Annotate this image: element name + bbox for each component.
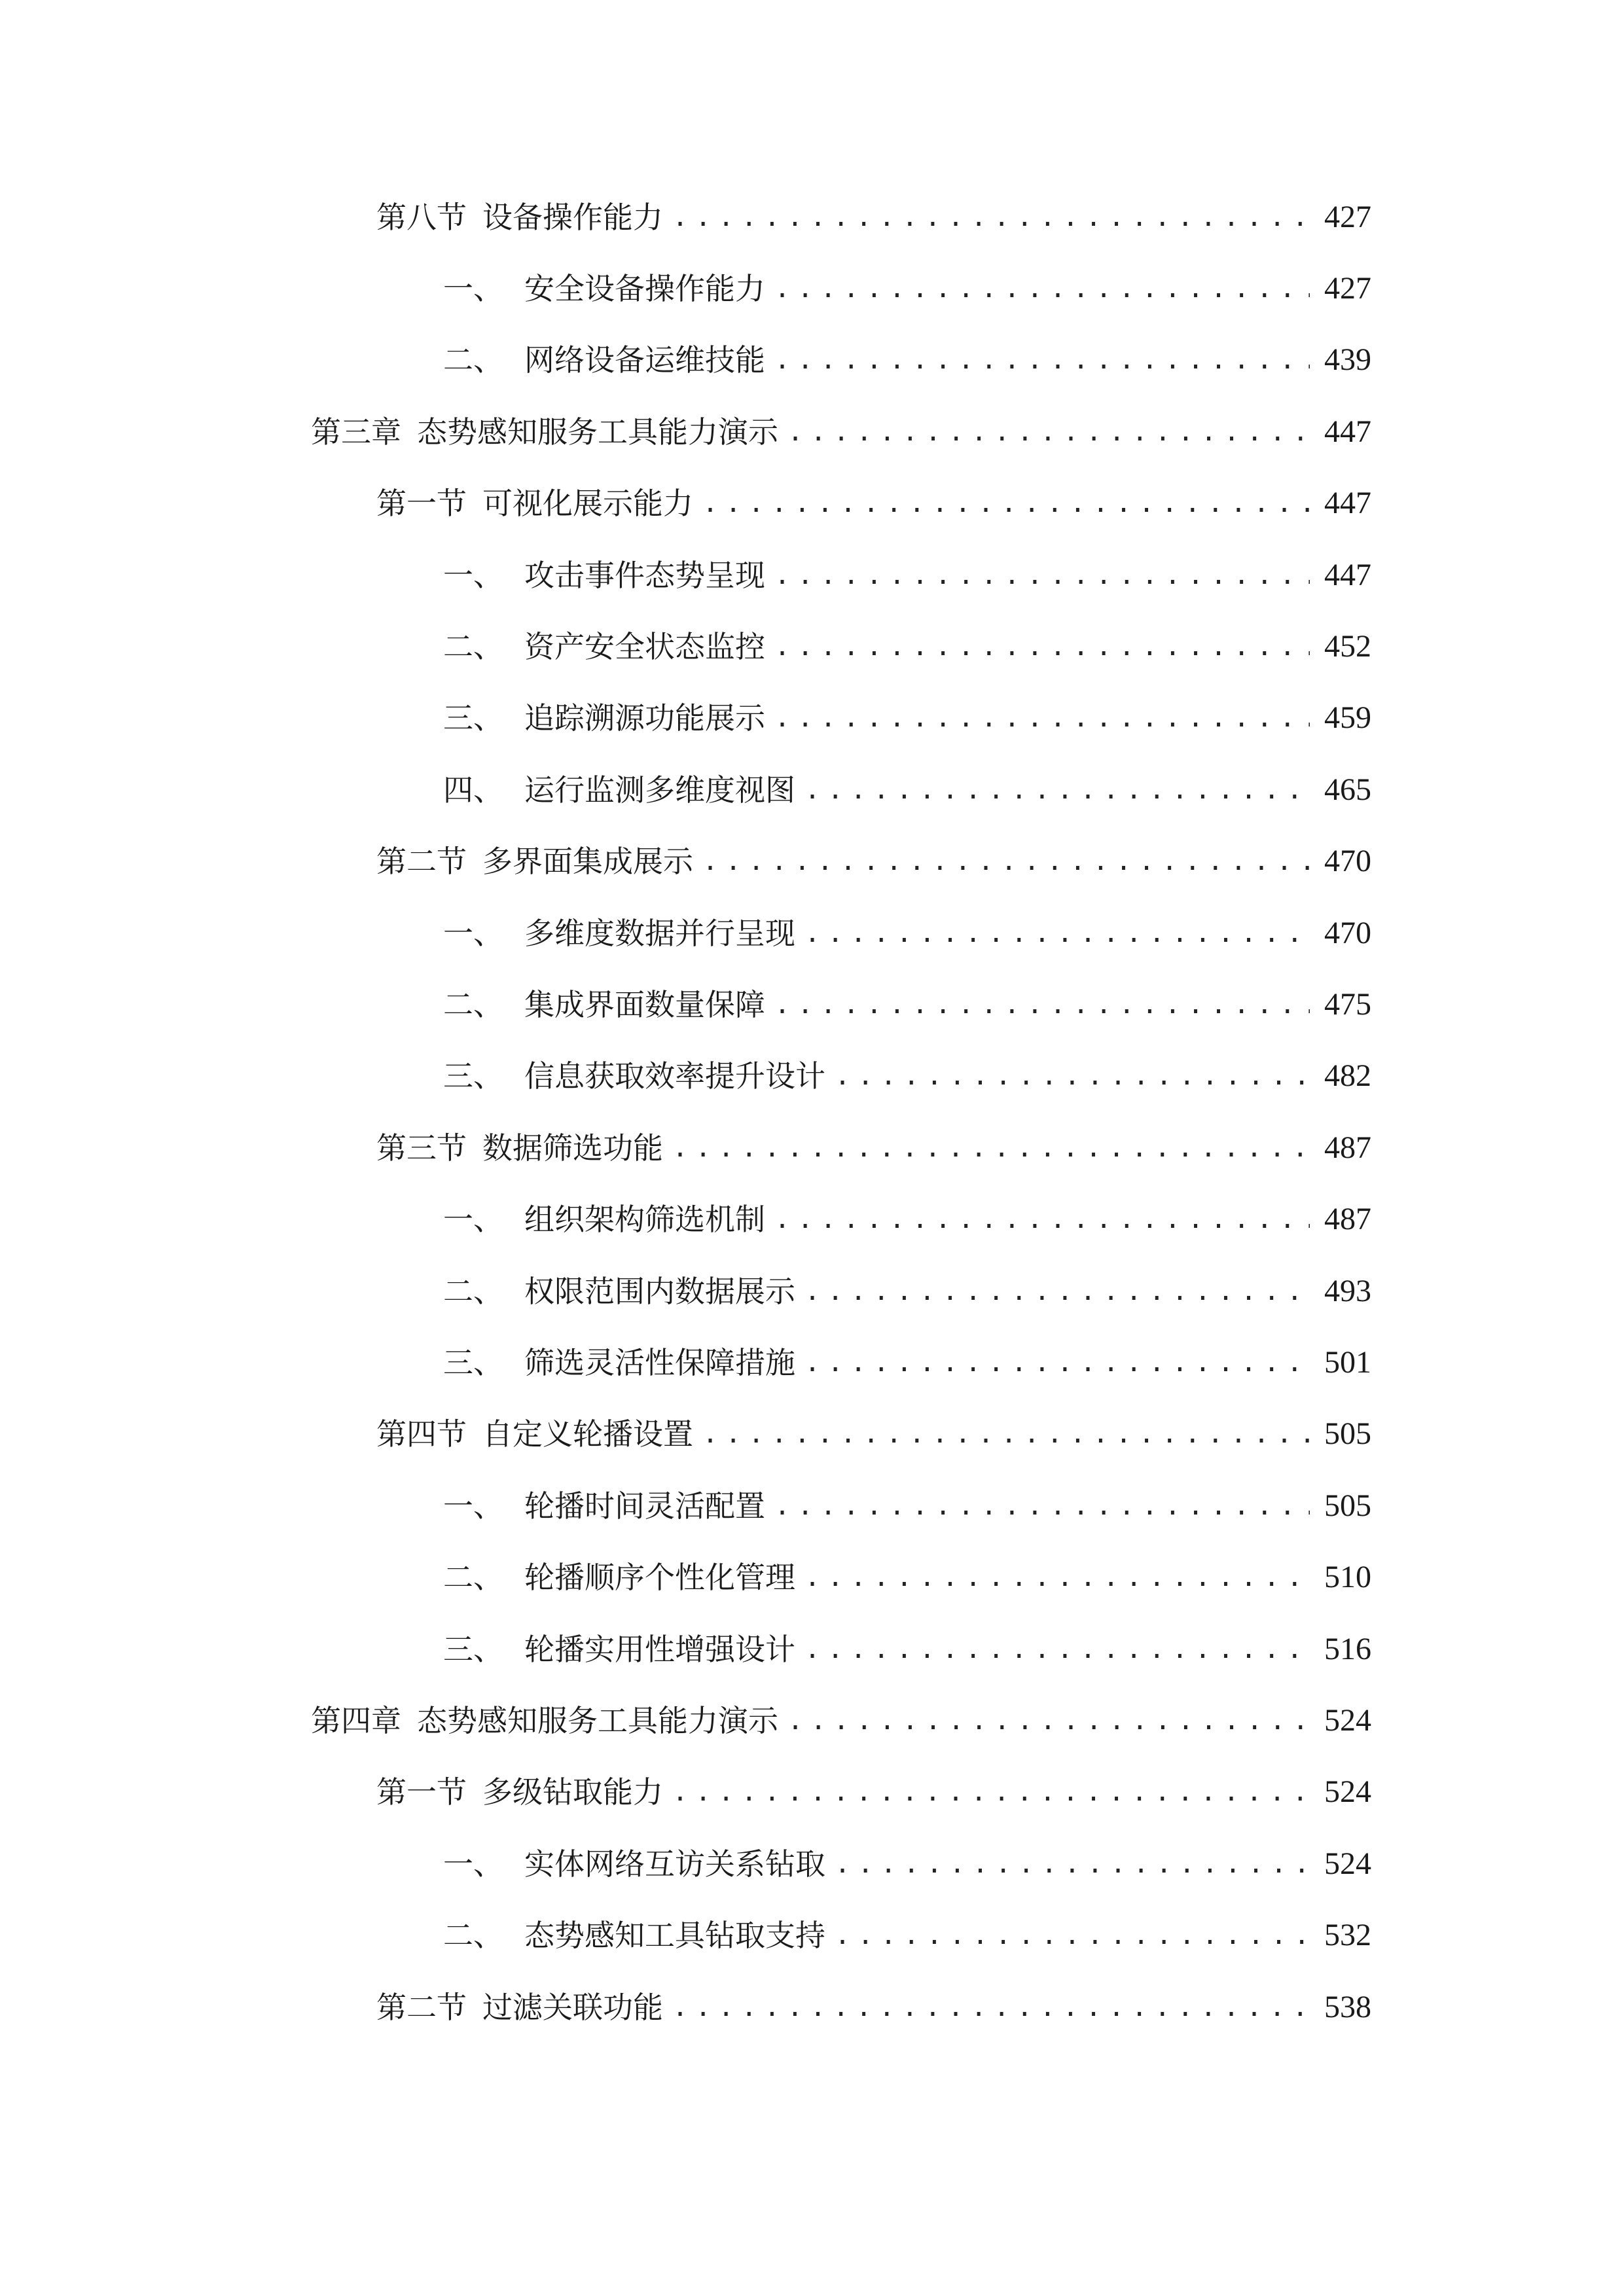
toc-entry[interactable] — [443, 620, 1371, 673]
toc-dot-leader — [787, 1695, 1310, 1747]
toc-entry-title: 多级钻取能力 — [482, 1774, 663, 1810]
toc-entry-title: 可视化展示能力 — [482, 486, 693, 521]
toc-entry-page: 532 — [1324, 1918, 1371, 1952]
toc-entry[interactable] — [443, 549, 1371, 601]
toc-entry-page: 524 — [1324, 1774, 1371, 1809]
toc-entry-label: 二、 — [443, 1560, 503, 1595]
toc-entry-page: 439 — [1324, 342, 1371, 377]
toc-entry-title: 资产安全状态监控 — [524, 629, 765, 664]
toc-entry-title: 自定义轮播设置 — [482, 1416, 693, 1452]
toc-dot-leader — [672, 1981, 1310, 2034]
toc-entry-title: 态势感知服务工具能力演示 — [417, 1703, 778, 1738]
toc-dot-leader — [835, 1909, 1310, 1962]
toc-entry-title: 过滤关联功能 — [482, 1990, 663, 2025]
toc-entry-title: 网络设备运维技能 — [524, 342, 765, 378]
toc-dot-leader — [672, 191, 1310, 243]
toc-entry-title: 设备操作能力 — [482, 200, 663, 235]
toc-dot-leader — [804, 907, 1310, 960]
toc-entry[interactable] — [443, 764, 1371, 816]
toc-entry[interactable] — [443, 692, 1371, 744]
toc-entry[interactable] — [443, 334, 1371, 386]
toc-entry-title: 多维度数据并行呈现 — [524, 916, 795, 951]
toc-dot-leader — [774, 549, 1310, 601]
toc-dot-leader — [774, 978, 1310, 1031]
toc-entry-title: 权限范围内数据展示 — [524, 1274, 795, 1309]
toc-entry-title: 集成界面数量保障 — [524, 987, 765, 1022]
toc-entry-page: 516 — [1324, 1632, 1371, 1666]
toc-entry-page: 452 — [1324, 629, 1371, 664]
toc-entry-label: 第三节 — [376, 1130, 467, 1166]
toc-entry-label: 第四章 — [311, 1703, 401, 1738]
toc-entry-page: 447 — [1324, 486, 1371, 520]
toc-entry-label: 第一节 — [376, 486, 467, 521]
toc-entry[interactable] — [376, 477, 1371, 529]
toc-entry[interactable] — [443, 1623, 1371, 1676]
toc-entry-label: 三、 — [443, 1632, 503, 1667]
toc-entry[interactable] — [376, 1766, 1371, 1818]
toc-entry-title: 态势感知工具钻取支持 — [524, 1918, 825, 1953]
toc-entry-page: 493 — [1324, 1274, 1371, 1308]
toc-entry[interactable] — [376, 1981, 1371, 2034]
toc-entry[interactable] — [443, 1551, 1371, 1604]
toc-entry-title: 运行监测多维度视图 — [524, 772, 795, 808]
toc-entry-title: 数据筛选功能 — [482, 1130, 663, 1166]
toc-entry-label: 二、 — [443, 987, 503, 1022]
toc-entry-page: 482 — [1324, 1058, 1371, 1093]
toc-entry-label: 一、 — [443, 916, 503, 951]
toc-entry[interactable] — [443, 1480, 1371, 1532]
toc-entry[interactable] — [376, 1122, 1371, 1174]
toc-entry-label: 一、 — [443, 271, 503, 306]
toc-entry-title: 筛选灵活性保障措施 — [524, 1345, 795, 1380]
toc-entry-page: 465 — [1324, 772, 1371, 807]
toc-entry-title: 轮播时间灵活配置 — [524, 1488, 765, 1524]
toc-entry-label: 第一节 — [376, 1774, 467, 1810]
toc-dot-leader — [804, 1265, 1310, 1318]
toc-entry-page: 505 — [1324, 1416, 1371, 1451]
toc-entry[interactable] — [443, 262, 1371, 315]
toc-dot-leader — [774, 1480, 1310, 1532]
toc-entry[interactable] — [311, 1695, 1371, 1747]
toc-entry-label: 一、 — [443, 1202, 503, 1237]
toc-entry-label: 第八节 — [376, 200, 467, 235]
toc-dot-leader — [774, 334, 1310, 386]
toc-dot-leader — [835, 1838, 1310, 1890]
toc-entry-label: 一、 — [443, 1488, 503, 1524]
toc-dot-leader — [672, 1766, 1310, 1818]
toc-entry-page: 487 — [1324, 1130, 1371, 1165]
toc-entry[interactable] — [311, 406, 1371, 458]
toc-entry-page: 447 — [1324, 414, 1371, 449]
toc-entry-label: 二、 — [443, 629, 503, 664]
toc-entry-title: 轮播顺序个性化管理 — [524, 1560, 795, 1595]
toc-entry-page: 470 — [1324, 844, 1371, 878]
toc-entry-label: 第三章 — [311, 414, 401, 450]
toc-entry-title: 实体网络互访关系钻取 — [524, 1846, 825, 1882]
toc-entry[interactable] — [443, 978, 1371, 1031]
toc-entry-page: 510 — [1324, 1560, 1371, 1594]
toc-entry-page: 501 — [1324, 1345, 1371, 1380]
toc-entry-label: 二、 — [443, 342, 503, 378]
toc-entry[interactable] — [376, 191, 1371, 243]
toc-dot-leader — [774, 262, 1310, 315]
toc-dot-leader — [702, 1408, 1310, 1460]
toc-entry-page: 459 — [1324, 700, 1371, 735]
toc-entry[interactable] — [376, 1408, 1371, 1460]
toc-entry[interactable] — [443, 907, 1371, 960]
toc-dot-leader — [774, 692, 1310, 744]
toc-entry-page: 538 — [1324, 1990, 1371, 2024]
toc-entry-title: 追踪溯源功能展示 — [524, 700, 765, 736]
toc-entry-label: 三、 — [443, 700, 503, 736]
toc-entry-label: 二、 — [443, 1918, 503, 1953]
toc-entry-title: 安全设备操作能力 — [524, 271, 765, 306]
toc-entry-title: 态势感知服务工具能力演示 — [417, 414, 778, 450]
toc-entry[interactable] — [443, 1336, 1371, 1389]
toc-entry[interactable] — [443, 1909, 1371, 1962]
toc-entry-page: 470 — [1324, 916, 1371, 950]
toc-dot-leader — [672, 1122, 1310, 1174]
toc-entry-page: 427 — [1324, 200, 1371, 234]
toc-entry-page: 505 — [1324, 1488, 1371, 1523]
toc-entry-page: 475 — [1324, 987, 1371, 1022]
toc-entry-title: 轮播实用性增强设计 — [524, 1632, 795, 1667]
toc-entry-label: 二、 — [443, 1274, 503, 1309]
toc-dot-leader — [835, 1050, 1310, 1102]
toc-dot-leader — [787, 406, 1310, 458]
toc-entry-label: 第二节 — [376, 844, 467, 879]
toc-entry[interactable] — [443, 1265, 1371, 1318]
toc-dot-leader — [804, 764, 1310, 816]
toc-dot-leader — [804, 1623, 1310, 1676]
toc-dot-leader — [702, 477, 1310, 529]
toc-dot-leader — [774, 1193, 1310, 1246]
toc-entry-page: 427 — [1324, 271, 1371, 306]
toc-entry-label: 一、 — [443, 558, 503, 593]
toc-entry-label: 三、 — [443, 1058, 503, 1094]
toc-entry-page: 487 — [1324, 1202, 1371, 1236]
toc-dot-leader — [804, 1336, 1310, 1389]
toc-entry[interactable] — [443, 1838, 1371, 1890]
toc-entry[interactable] — [443, 1193, 1371, 1246]
toc-entry[interactable] — [376, 835, 1371, 888]
toc-dot-leader — [804, 1551, 1310, 1604]
toc-entry-label: 四、 — [443, 772, 503, 808]
toc-entry-title: 组织架构筛选机制 — [524, 1202, 765, 1237]
toc-dot-leader — [774, 620, 1310, 673]
toc-entry-title: 多界面集成展示 — [482, 844, 693, 879]
toc-entry-title: 信息获取效率提升设计 — [524, 1058, 825, 1094]
toc-entry-page: 524 — [1324, 1846, 1371, 1881]
toc-entry-page: 447 — [1324, 558, 1371, 592]
toc-entry-label: 第四节 — [376, 1416, 467, 1452]
toc-entry-title: 攻击事件态势呈现 — [524, 558, 765, 593]
toc-dot-leader — [702, 835, 1310, 888]
toc-entry-page: 524 — [1324, 1703, 1371, 1738]
toc-entry-label: 一、 — [443, 1846, 503, 1882]
toc-entry-label: 第二节 — [376, 1990, 467, 2025]
toc-entry[interactable] — [443, 1050, 1371, 1102]
toc-entry-label: 三、 — [443, 1345, 503, 1380]
